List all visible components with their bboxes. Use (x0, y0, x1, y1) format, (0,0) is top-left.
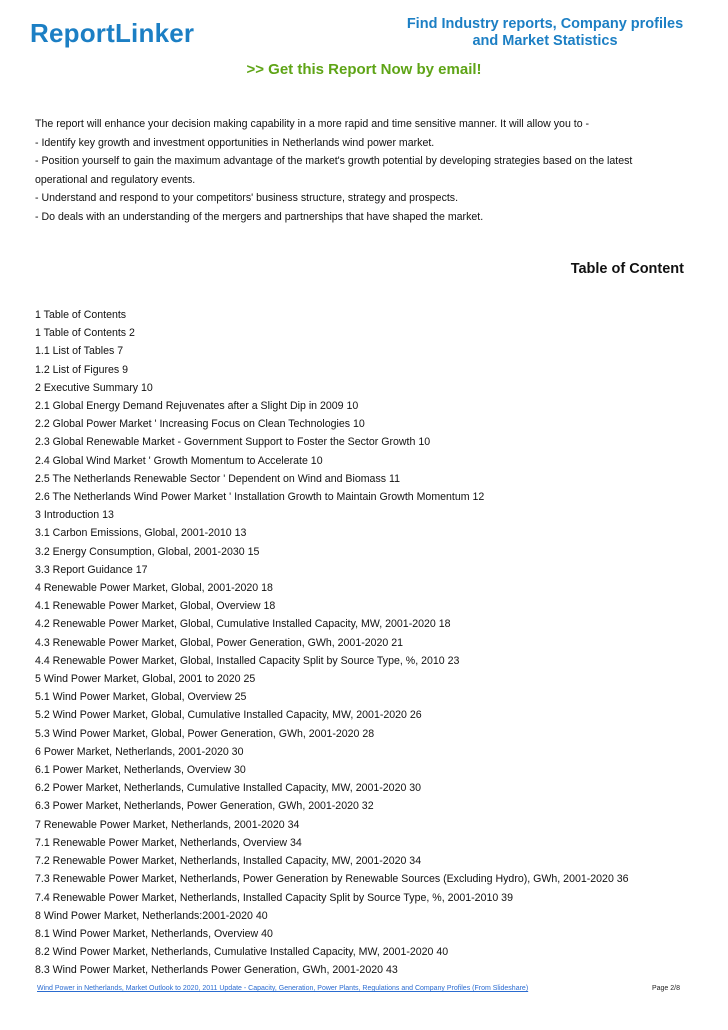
toc-entry: 7.1 Renewable Power Market, Netherlands, Overview 34 (35, 836, 302, 849)
toc-heading: Table of Content (570, 261, 684, 277)
footer-source-link[interactable]: Wind Power in Netherlands, Market Outlook to 2020, 2011 Update - Capacity, Generation, Power Plants, Regulations and Company Profiles (From Slideshare) (37, 985, 529, 992)
intro-line: - Understand and respond to your competitors' business structure, strategy and prospects. (35, 192, 459, 205)
toc-entry: 8.2 Wind Power Market, Netherlands, Cumulative Installed Capacity, MW, 2001-2020 40 (35, 946, 449, 959)
intro-line: The report will enhance your decision making capability in a more rapid and time sensitive manner. It will allow you to - (35, 118, 590, 130)
page-number: Page 2/8 (651, 985, 680, 992)
toc-entry: 1 Table of Contents 2 (35, 327, 135, 340)
reportlinker-logo: ReportLinker (30, 18, 195, 48)
toc-entry: 2.3 Global Renewable Market - Government Support to Foster the Sector Growth 10 (35, 436, 431, 449)
toc-entry: 5.3 Wind Power Market, Global, Power Generation, GWh, 2001-2020 28 (35, 727, 375, 740)
toc-entry: 2.5 The Netherlands Renewable Sector ' Dependent on Wind and Biomass 11 (35, 472, 400, 485)
toc-entry: 6 Power Market, Netherlands, 2001-2020 30 (35, 745, 244, 758)
toc-entry: 1.2 List of Figures 9 (35, 363, 129, 376)
toc-entry: 5.2 Wind Power Market, Global, Cumulative Installed Capacity, MW, 2001-2020 26 (35, 709, 422, 722)
toc-entry: 7.4 Renewable Power Market, Netherlands, Installed Capacity Split by Source Type, %, 2001-2010 39 (35, 891, 513, 904)
tagline-line-1: Find Industry reports, Company profiles (406, 16, 684, 32)
toc-entry: 7.2 Renewable Power Market, Netherlands, Installed Capacity, MW, 2001-2020 34 (35, 855, 422, 868)
tagline-line-2: and Market Statistics (472, 33, 618, 49)
toc-entry: 6.3 Power Market, Netherlands, Power Generation, GWh, 2001-2020 32 (35, 800, 374, 813)
toc-list (35, 306, 695, 980)
toc-entry: 2.1 Global Energy Demand Rejuvenates after a Slight Dip in 2009 10 (35, 400, 359, 413)
intro-line: - Position yourself to gain the maximum advantage of the market's growth potential by developing strategies based on the latest (35, 155, 633, 168)
toc-entry: 8.1 Wind Power Market, Netherlands, Overview 40 (35, 927, 273, 940)
toc-entry: 3 Introduction 13 (35, 509, 114, 522)
header-tagline (380, 16, 710, 50)
toc-entry: 6.1 Power Market, Netherlands, Overview 30 (35, 764, 246, 777)
toc-entry: 4 Renewable Power Market, Global, 2001-2020 18 (35, 582, 273, 595)
intro-line: - Identify key growth and investment opportunities in Netherlands wind power market. (35, 136, 435, 149)
intro-line: - Do deals with an understanding of the mergers and partnerships that have shaped the market. (35, 210, 484, 223)
toc-entry: 3.2 Energy Consumption, Global, 2001-2030 15 (35, 545, 260, 558)
toc-entry: 1.1 List of Tables 7 (35, 345, 124, 358)
toc-entry: 8.3 Wind Power Market, Netherlands Power Generation, GWh, 2001-2020 43 (35, 964, 398, 977)
toc-entry: 6.2 Power Market, Netherlands, Cumulative Installed Capacity, MW, 2001-2020 30 (35, 782, 422, 795)
toc-entry: 5 Wind Power Market, Global, 2001 to 2020 25 (35, 673, 256, 686)
toc-entry: 4.2 Renewable Power Market, Global, Cumulative Installed Capacity, MW, 2001-2020 18 (35, 618, 451, 631)
get-report-link[interactable]: >> Get this Report Now by email! (246, 61, 482, 78)
toc-entry: 7.3 Renewable Power Market, Netherlands, Power Generation by Renewable Sources (Excluding Hydro), GWh, 2001-2020 36 (35, 873, 629, 886)
toc-entry: 3.3 Report Guidance 17 (35, 563, 148, 576)
toc-entry: 2.2 Global Power Market ' Increasing Focus on Clean Technologies 10 (35, 418, 365, 431)
toc-entry: 3.1 Carbon Emissions, Global, 2001-2010 13 (35, 527, 247, 540)
toc-entry: 7 Renewable Power Market, Netherlands, 2001-2020 34 (35, 818, 300, 831)
intro-line: operational and regulatory events. (35, 173, 196, 186)
toc-entry: 5.1 Wind Power Market, Global, Overview 25 (35, 691, 247, 704)
toc-entry: 2 Executive Summary 10 (35, 381, 153, 394)
toc-entry: 4.3 Renewable Power Market, Global, Power Generation, GWh, 2001-2020 21 (35, 636, 404, 649)
toc-entry: 2.4 Global Wind Market ' Growth Momentum to Accelerate 10 (35, 454, 323, 467)
toc-entry: 4.1 Renewable Power Market, Global, Overview 18 (35, 600, 276, 613)
toc-entry: 2.6 The Netherlands Wind Power Market ' Installation Growth to Maintain Growth Momentum 12 (35, 491, 485, 504)
intro-text (35, 115, 695, 227)
toc-entry: 8 Wind Power Market, Netherlands:2001-2020 40 (35, 909, 268, 922)
toc-entry: 1 Table of Contents (35, 309, 127, 321)
toc-entry: 4.4 Renewable Power Market, Global, Installed Capacity Split by Source Type, %, 2010 23 (35, 654, 460, 667)
